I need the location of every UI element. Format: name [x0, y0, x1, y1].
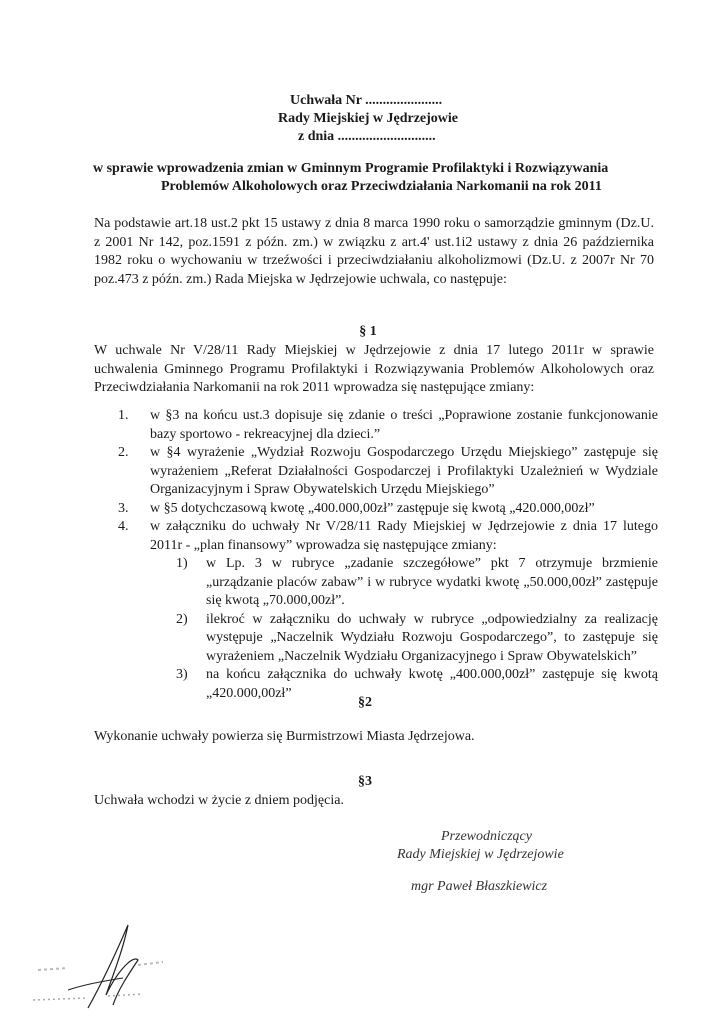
sub-list-item-number: 3) [176, 667, 188, 682]
list-item-text: w załączniku do uchwały Nr V/28/11 Rady Miejskiej w Jędrzejowie z dnia 17 lutego 2011r - „plan finansowy” wprowadza się następujące zmiany: [150, 519, 658, 553]
sub-list-item-text: w Lp. 3 w rubryce „zadanie szczegółowe” pkt 7 otrzymuje brzmienie „urządzanie placów zabaw” i w rubryce wydatki kwotę „50.000,00zł” zastępuje się kwotą „70.000,00zł”. [206, 556, 658, 608]
list-item [118, 500, 658, 519]
handwritten-signature-stamp [28, 920, 178, 1015]
section-1-heading: § 1 [359, 324, 377, 339]
signature-council: Rady Miejskiej w Jędrzejowie [397, 847, 564, 862]
resolution-date: z dnia ............................ [298, 129, 436, 144]
sub-amendment-list [150, 555, 658, 703]
sub-list-item [176, 611, 658, 667]
list-item-text: w §3 na końcu ust.3 dopisuje się zdanie o treści „Poprawione zostanie funkcjonowanie bazy sportowo - rekreacyjnej dla dzieci.” [150, 408, 658, 442]
section-2-text: Wykonanie uchwały powierza się Burmistrzowi Miasta Jędrzejowa. [94, 729, 475, 744]
list-item-number: 3. [118, 500, 129, 516]
resolution-title-line1: w sprawie wprowadzenia zmian w Gminnym Programie Profilaktyki i Rozwiązywania [93, 161, 609, 176]
section-3-heading: §3 [358, 774, 372, 789]
list-item [118, 444, 658, 500]
list-item-number: 4. [118, 519, 129, 534]
list-item-number: 1. [118, 408, 129, 423]
list-item-text: w §4 wyrażenie „Wydział Rozwoju Gospodarczego Urzędu Miejskiego” zastępuje się wyrażeniem „Referat Działalności Gospodarczej i Profilaktyki Uzależnień w Wydziale Organizacyjnym i Spraw Obywatelskich Urzędu Miejskiego” [150, 445, 658, 497]
legal-basis-paragraph: Na podstawie art.18 ust.2 pkt 15 ustawy z dnia 8 marca 1990 roku o samorządzie gminnym (Dz.U. z 2001 Nr 142, poz.1591 z późn. zm.) w związku z art.4' ust.1i2 ustawy z dnia 26 października 1982 roku o wychowaniu w trzeźwości i przeciwdziałaniu alkoholizmowi (Dz.U. z 2007r Nr 70 poz.473 z późn. zm.) Rada Miejska w Jędrzejowie uchwala, co następuje: [94, 216, 654, 287]
list-item [118, 518, 658, 703]
amendment-list [118, 407, 658, 703]
signature-role: Przewodniczący [441, 829, 532, 844]
sub-list-item-number: 2) [176, 611, 188, 627]
list-item-number: 2. [118, 445, 129, 460]
list-item-text: w §5 dotychczasową kwotę „400.000,00zł” zastępuje się kwotą „420.000,00zł” [150, 500, 595, 516]
section-3-text: Uchwała wchodzi w życie z dniem podjęcia. [94, 793, 344, 808]
sub-list-item [176, 666, 658, 703]
sub-list-item-text: na końcu załącznika do uchwały kwotę „400.000,00zł” zastępuje się kwotą „420.000,00zł” [206, 667, 658, 701]
sub-list-item-text: ilekroć w załączniku do uchwały w rubryce „odpowiedzialny za realizację występuje „Naczelnik Wydziału Rozwoju Gospodarczego”, to zastępuje się wyrażeniem „Naczelnik Wydziału Organizacyjnego i Spraw Obywatelskich” [206, 611, 658, 664]
section-1-text: W uchwale Nr V/28/11 Rady Miejskiej w Jędrzejowie z dnia 17 lutego 2011r w sprawie uchwalenia Gminnego Programu Profilaktyki i Rozwiązywania Problemów Alkoholowych oraz Przeciwdziałania Narkomanii na rok 2011 wprowadza się następujące zmiany: [94, 343, 654, 395]
resolution-number: Uchwała Nr ...................... [290, 93, 443, 108]
sub-list-item [176, 555, 658, 611]
sub-list-item-number: 1) [176, 556, 188, 571]
council-name: Rady Miejskiej w Jędrzejowie [278, 111, 459, 126]
list-item [118, 407, 658, 444]
signatory-name: mgr Paweł Błaszkiewicz [411, 879, 548, 894]
resolution-title-line2: Problemów Alkoholowych oraz Przeciwdziałania Narkomanii na rok 2011 [161, 179, 602, 194]
section-2-heading: §2 [358, 695, 372, 710]
